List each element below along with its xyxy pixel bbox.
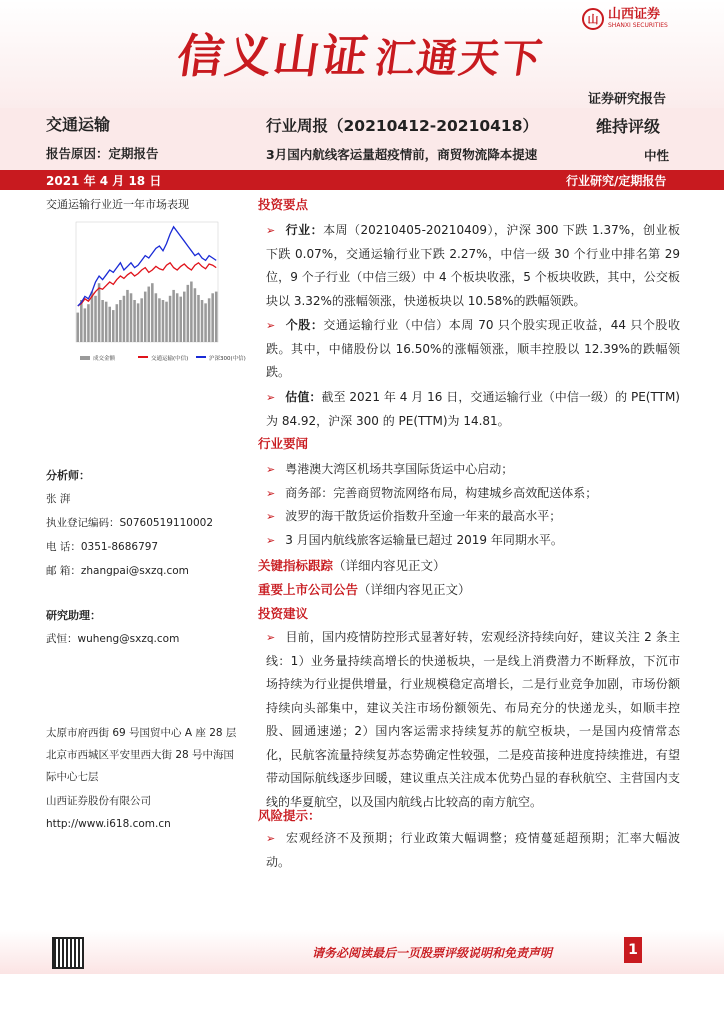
chart-frame xyxy=(76,222,218,342)
slogan xyxy=(173,20,548,86)
volume-bar xyxy=(183,292,186,342)
volume-bar xyxy=(77,313,80,342)
logo-name-en: SHANXI SECURITIES xyxy=(608,22,668,29)
advice-text xyxy=(266,626,680,814)
volume-bar xyxy=(123,296,126,342)
legend-swatch xyxy=(80,356,90,360)
legend-label: 成交金额 xyxy=(93,356,116,362)
risk-body: 宏观经济不及预期；行业政策大幅调整；疫情蔓延超预期；汇率大幅波动。 xyxy=(266,831,680,869)
volume-bar xyxy=(211,293,214,342)
legend-label: 交通运输(中信) xyxy=(151,356,189,362)
point-valuation xyxy=(266,386,680,433)
volume-bar xyxy=(187,285,190,342)
section-key-points: 投资要点 xyxy=(258,197,309,212)
bullet-arrow-icon: ➢ xyxy=(266,510,276,523)
assistant-label: 研究助理： xyxy=(46,609,101,622)
news-text: 粤港澳大湾区机场共享国际货运中心启动； xyxy=(285,462,514,476)
volume-bar xyxy=(148,287,151,342)
volume-bar xyxy=(130,293,133,342)
volume-bar xyxy=(194,288,197,342)
volume-bar xyxy=(116,304,119,342)
address-line-3: 际中心七层 xyxy=(46,771,99,783)
logo-mark-icon: 山 xyxy=(582,8,604,30)
news-text: 3 月国内航线旅客运输量已超过 2019 年同期水平。 xyxy=(285,533,563,547)
bullet-arrow-icon: ➢ xyxy=(266,487,276,500)
volume-bar xyxy=(126,290,129,342)
point-stocks-label: 个股： xyxy=(285,318,324,332)
qr-code-icon xyxy=(52,937,84,969)
advice-body: 目前，国内疫情防控形式显著好转，宏观经济持续向好，建议关注 2 条主线：1）业务量持续高增长的快递板块，一是线上消费潜力不断释放，下沉市场持续为行业提供增量，行业规模稳定高增长，二是行业竞争加剧，市场份额持续向头部集中，建议关注市场份额领先、布局充分的快递龙头，如顺丰控股、圆通速递；2）国内客运需求持续复苏的航空板块，一是国内疫情常态化，民航客流量持续复苏态势确定性较强，二是疫苗接种进度持续推进，有望带动国际航线逐步回暖，建议重点关注成本优势凸显的春秋航空、主营国内支线的华夏航空，以及国内航线占比较高的南方航空。 xyxy=(266,630,680,809)
section-key-indicators xyxy=(258,556,446,574)
announcements-note: （详细内容见正文） xyxy=(358,582,471,597)
volume-bar xyxy=(133,300,136,342)
industry-name: 交通运输 xyxy=(46,115,111,134)
logo-name: 山西证券 xyxy=(608,7,661,22)
report-title: 行业周报（20210412-20210418） xyxy=(266,117,538,135)
analyst-label: 分析师： xyxy=(46,469,90,482)
bullet-arrow-icon: ➢ xyxy=(266,832,276,845)
legend-label: 沪深300(中信) xyxy=(209,356,246,362)
bullet-arrow-icon: ➢ xyxy=(266,224,276,237)
bullet-arrow-icon: ➢ xyxy=(266,463,276,476)
risk-text xyxy=(266,827,680,874)
section-risk: 风险提示： xyxy=(258,808,321,823)
key-indicators-note: （详细内容见正文） xyxy=(333,558,446,573)
volume-bar xyxy=(190,282,193,342)
address-line-1: 太原市府西街 69 号国贸中心 A 座 28 层 xyxy=(46,727,237,739)
analyst-phone: 电 话：0351-8686797 xyxy=(46,541,159,553)
volume-bar xyxy=(84,308,87,342)
chart-title: 交通运输行业近一年市场表现 xyxy=(46,198,189,211)
bullet-arrow-icon: ➢ xyxy=(266,391,276,404)
legend-swatch xyxy=(138,356,148,358)
news-text: 波罗的海干散货运价指数升至逾一年来的最高水平； xyxy=(285,509,562,523)
news-item xyxy=(266,531,563,548)
slogan-part-1: 信义山证 xyxy=(173,29,374,83)
section-industry-news: 行业要闻 xyxy=(258,436,309,451)
news-item xyxy=(266,460,513,477)
volume-bar xyxy=(158,298,161,342)
volume-bar xyxy=(91,292,94,342)
point-valuation-label: 估值： xyxy=(285,390,322,404)
volume-bar xyxy=(137,303,140,342)
company-name: 山西证券股份有限公司 xyxy=(46,795,151,807)
legend-swatch xyxy=(196,356,206,358)
volume-bar xyxy=(101,300,104,342)
volume-bar xyxy=(144,292,147,342)
volume-bar xyxy=(215,292,218,342)
volume-bar xyxy=(140,298,143,342)
bullet-arrow-icon: ➢ xyxy=(266,534,276,547)
volume-bar xyxy=(165,302,168,342)
volume-bar xyxy=(208,298,211,342)
point-valuation-text: 截至 2021 年 4 月 16 日，交通运输行业（中信一级）的 PE(TTM)为 84.92，沪深 300 的 PE(TTM)为 14.81。 xyxy=(266,390,680,428)
volume-bar xyxy=(197,295,200,342)
bullet-arrow-icon: ➢ xyxy=(266,631,276,644)
volume-bar xyxy=(94,296,97,342)
point-stocks-text: 交通运输行业（中信）本周 70 只个股实现正收益，44 只个股收跌。其中，中储股份以 16.50%的涨幅领涨，顺丰控股以 12.39%的跌幅领跌。 xyxy=(266,318,680,379)
point-industry-text: 本周（20210405-20210409），沪深 300 下跌 1.37%，创业板下跌 0.07%，交通运输行业下跌 2.27%，中信一级 30 个行业中排名第 29 位，9 个子行业（中信三级）中 4 个板块收涨，5 个板块收跌，其中，公交板块以 3.32%的涨幅领涨，快递板块以 10.58%的跌幅领跌。 xyxy=(266,223,680,308)
volume-bar xyxy=(80,300,83,342)
section-announcements xyxy=(258,580,471,598)
volume-bar xyxy=(112,310,115,342)
point-industry-label: 行业： xyxy=(285,223,324,237)
assistant-contact[interactable]: 武恒：wuheng@sxzq.com xyxy=(46,633,180,645)
report-reason: 报告原因：定期报告 xyxy=(46,146,159,161)
company-url[interactable]: http://www.i618.com.cn xyxy=(46,818,171,830)
rating-value: 中性 xyxy=(644,148,670,163)
news-text: 商务部：完善商贸物流网络布局，构建城乡高效配送体系； xyxy=(285,486,598,500)
bullet-arrow-icon: ➢ xyxy=(266,319,276,332)
volume-bar xyxy=(162,300,165,342)
volume-bar xyxy=(119,300,122,342)
page-number: 1 xyxy=(624,937,642,963)
key-indicators-title: 关键指标跟踪 xyxy=(258,558,334,573)
report-type: 证券研究报告 xyxy=(588,92,667,107)
section-advice: 投资建议 xyxy=(258,606,309,621)
disclaimer: 请务必阅读最后一页股票评级说明和免责声明 xyxy=(312,946,553,960)
point-industry xyxy=(266,219,680,313)
slogan-part-2: 汇通天下 xyxy=(371,35,547,82)
market-performance-chart xyxy=(46,214,248,370)
report-subtitle: 3月国内航线客运量超疫情前，商贸物流降本提速 xyxy=(266,147,538,162)
volume-bar xyxy=(108,307,111,342)
volume-bar xyxy=(172,290,175,342)
volume-bar xyxy=(105,302,108,342)
volume-bar xyxy=(155,293,158,342)
volume-bar xyxy=(169,296,172,342)
volume-bar xyxy=(151,283,154,342)
analyst-email[interactable]: 邮 箱：zhangpai@sxzq.com xyxy=(46,565,189,577)
analyst-cert: 执业登记编码：S0760519110002 xyxy=(46,517,214,529)
analyst-name: 张 湃 xyxy=(46,493,71,505)
point-stocks xyxy=(266,314,680,385)
address-line-2: 北京市西城区平安里西大街 28 号中海国 xyxy=(46,749,235,761)
volume-bar xyxy=(201,300,204,342)
news-item xyxy=(266,484,597,501)
news-item xyxy=(266,507,561,524)
volume-bar xyxy=(176,293,179,342)
volume-bar xyxy=(98,283,101,342)
volume-bar xyxy=(204,303,207,342)
company-logo xyxy=(582,8,668,30)
report-category: 行业研究/定期报告 xyxy=(566,174,667,188)
rating-label: 维持评级 xyxy=(596,117,661,136)
report-date: 2021 年 4 月 18 日 xyxy=(46,174,162,188)
volume-bar xyxy=(87,304,90,342)
volume-bar xyxy=(179,297,182,342)
announcements-title: 重要上市公司公告 xyxy=(258,582,359,597)
